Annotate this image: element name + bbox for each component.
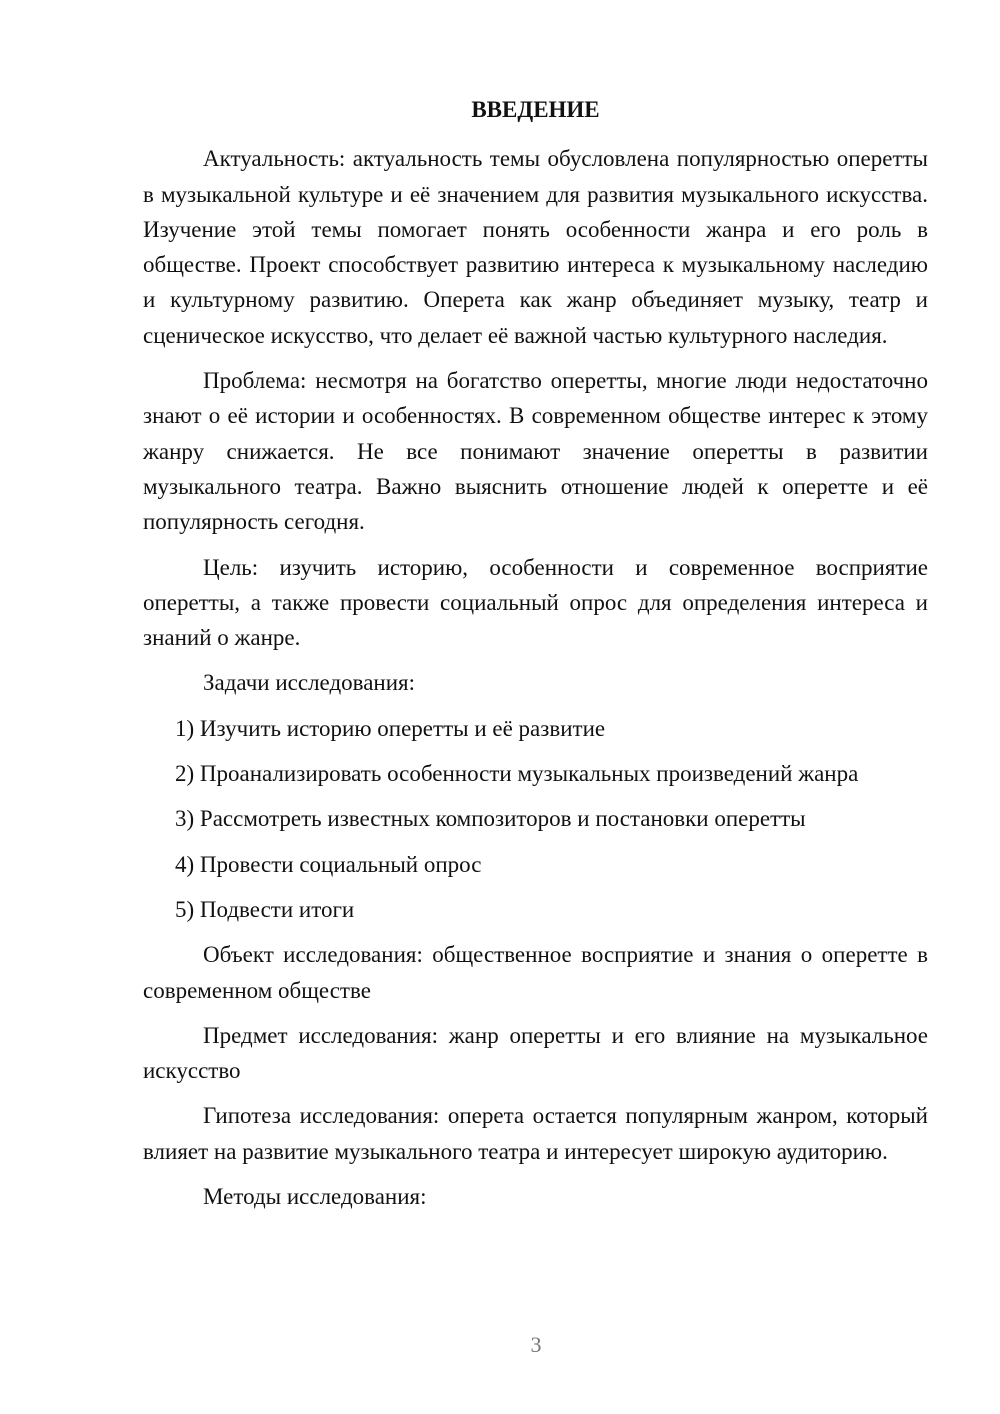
list-item: 3) Рассмотреть известных композиторов и постановки оперетты	[175, 806, 806, 832]
paragraph-methods: Методы исследования:	[203, 1184, 427, 1210]
list-item: 5) Подвести итоги	[175, 896, 355, 922]
list-item: 4) Провести социальный опрос	[175, 851, 482, 877]
paragraph-subject: Предмет исследования: жанр оперетты и его влияние на музыкальное искусство	[143, 1022, 928, 1084]
list-item: 2) Проанализировать особенности музыкальных произведений жанра	[175, 761, 859, 787]
section-title: ВВЕДЕНИЕ	[471, 97, 600, 122]
paragraph-goal: Цель: изучить историю, особенности и современное восприятие оперетты, а также провести социальный опрос для определения интереса и знаний о жанре.	[143, 554, 928, 651]
paragraph-tasks-heading: Задачи исследования:	[203, 670, 416, 696]
paragraph-object: Объект исследования: общественное восприятие и знания о оперетте в современном обществе	[143, 942, 928, 1003]
list-item: 1) Изучить историю оперетты и её развитие	[175, 715, 606, 741]
paragraph-hypothesis: Гипотеза исследования: оперета остается популярным жанром, который влияет на развитие музыкального театра и интересует широкую аудиторию.	[143, 1103, 928, 1164]
document-page	[143, 92, 928, 1224]
page-number: 3	[530, 1332, 542, 1357]
paragraph-relevance: Актуальность: актуальность темы обусловлена популярностью оперетты в музыкальной культуре и её значением для развития музыкального искусства. Изучение этой темы помогает понять особенности жанра и его роль в обществе. Проект способствует развитию интереса к музыкальному наследию и культурному развитию. Оперета как жанр объединяет музыку, театр и сценическое искусство, что делает её важной частью культурного наследия.	[143, 146, 928, 348]
paragraph-problem: Проблема: несмотря на богатство оперетты, многие люди недостаточно знают о её истории и особенностях. В современном обществе интерес к этому жанру снижается. Не все понимают значение оперетты в развитии музыкального театра. Важно выяснить отношение людей к оперетте и её популярность сегодня.	[143, 368, 928, 535]
